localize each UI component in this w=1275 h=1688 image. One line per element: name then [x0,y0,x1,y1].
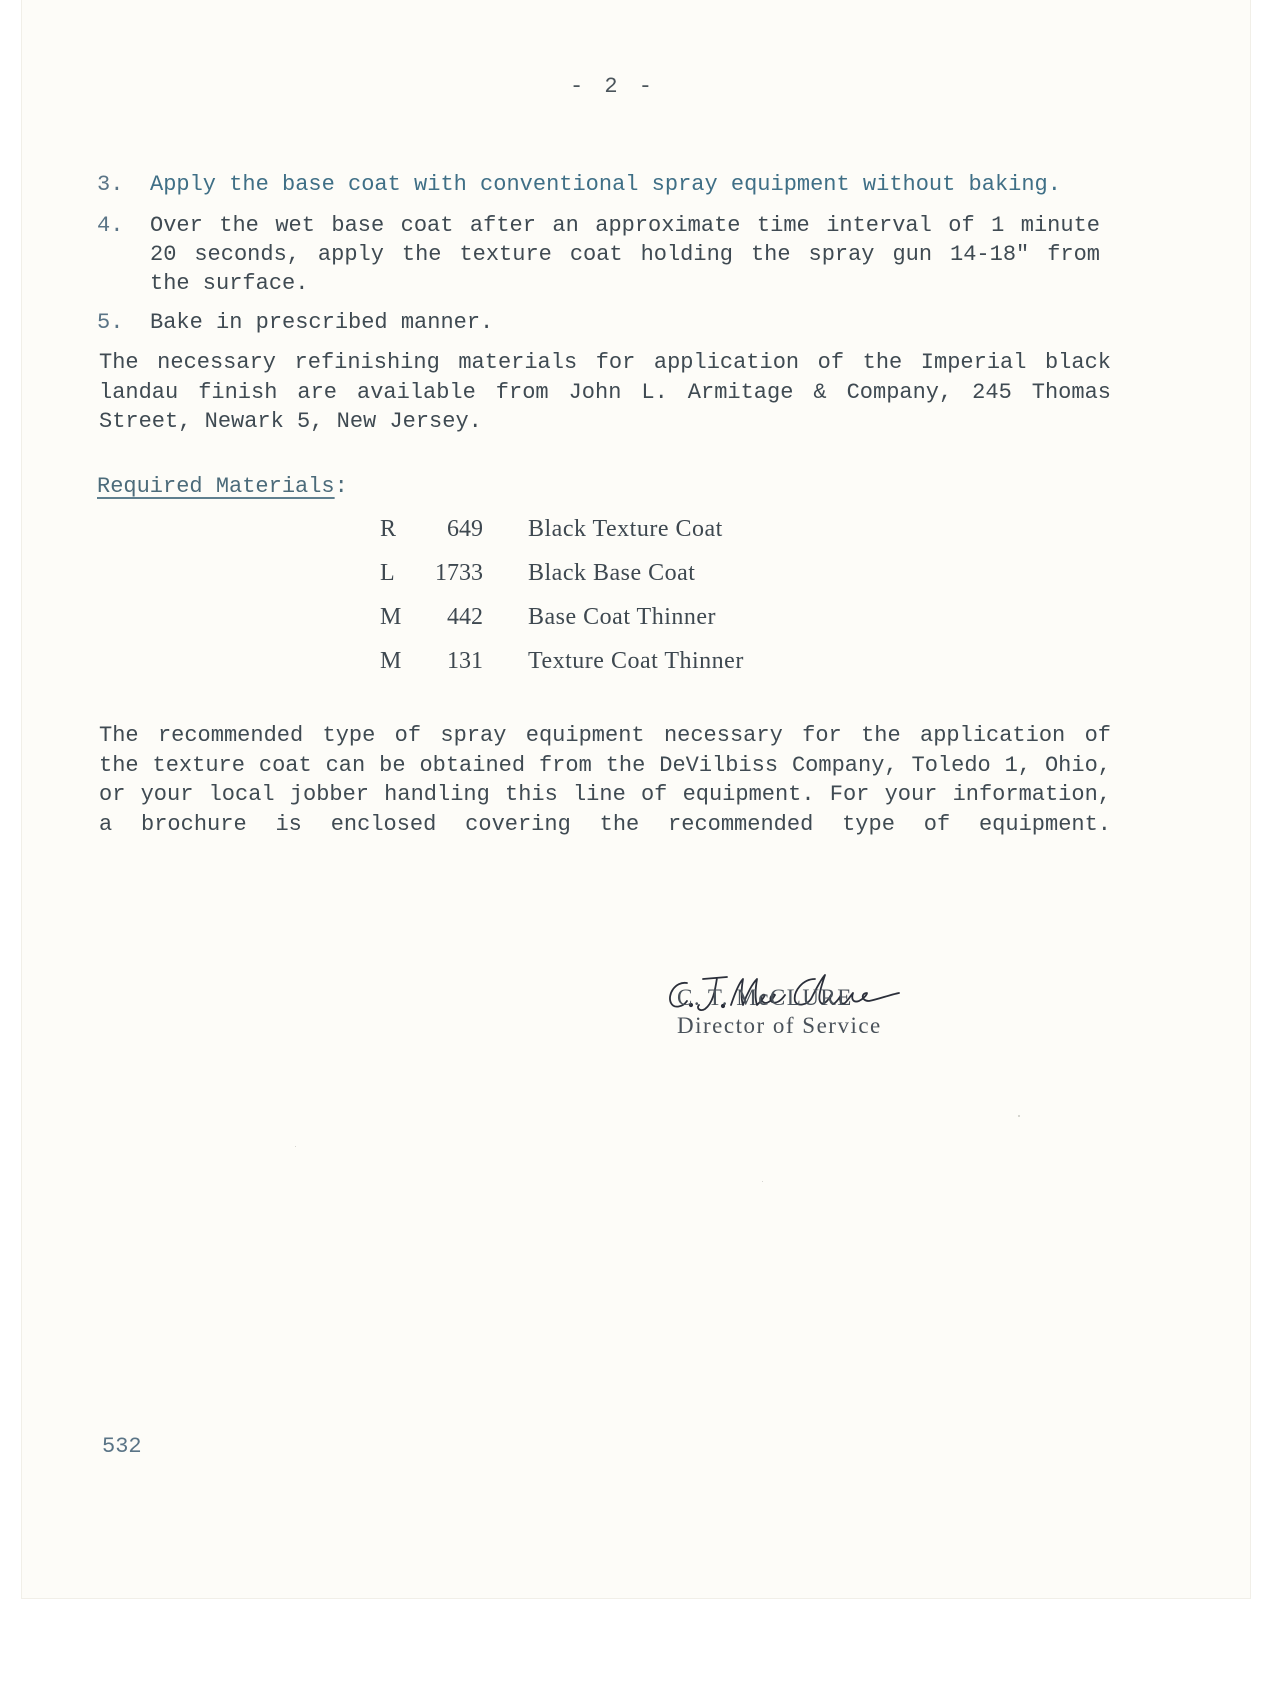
material-description: Base Coat Thinner [528,604,717,630]
required-materials-colon: : [334,474,348,499]
step-number: 4. [97,213,124,238]
material-code: 131 [447,648,483,674]
material-row [380,516,900,546]
signer-title: Director of Service [677,1013,882,1038]
material-letter: M [380,648,402,674]
material-code: 442 [447,604,483,630]
material-description: Black Texture Coat [528,516,723,542]
material-description: Black Base Coat [528,560,696,586]
page-number: - 2 - [570,74,657,99]
paragraph-line: or your local jobber handling this line of equipment. For your information, [99,782,1111,807]
material-description: Texture Coat Thinner [528,648,744,674]
paragraph-line: The recommended type of spray equipment necessary for the application of [99,723,1111,748]
material-code: 1733 [435,560,483,586]
signer-name: C. T. McCLURE [677,985,853,1010]
paragraph-line: Street, Newark 5, New Jersey. [99,409,482,434]
required-materials-label: Required Materials [97,474,335,499]
step-number: 3. [97,172,124,197]
paper-speck [1018,1115,1020,1117]
step-text: Apply the base coat with conventional spray equipment without baking. [150,172,1061,197]
paragraph-line: The necessary refinishing materials for application of the Imperial black [99,350,1111,375]
step-text: Bake in prescribed manner. [150,310,494,335]
step-number: 5. [97,310,124,335]
material-letter: M [380,604,402,630]
material-row [380,604,900,634]
material-code: 649 [447,516,483,542]
material-letter: R [380,516,397,542]
document-number: 532 [102,1434,142,1459]
paper-speck [295,1146,296,1147]
material-row [380,648,900,678]
material-letter: L [380,560,395,586]
paragraph-line: the texture coat can be obtained from the DeVilbiss Company, Toledo 1, Ohio, [99,752,1111,778]
material-row [380,560,900,590]
step-text: Over the wet base coat after an approximate time interval of 1 minute 20 seconds, apply the texture coat holding the spray gun 14-18" from the surface. [150,213,1100,296]
paper-speck [762,1181,763,1182]
paragraph-line: landau finish are available from John L. Armitage & Company, 245 Thomas [99,379,1111,405]
required-materials-heading [97,474,348,499]
equipment-paragraph [99,721,1111,839]
materials-source-paragraph [99,348,1111,437]
paragraph-line: a brochure is enclosed covering the recommended type of equipment. [99,811,1111,837]
